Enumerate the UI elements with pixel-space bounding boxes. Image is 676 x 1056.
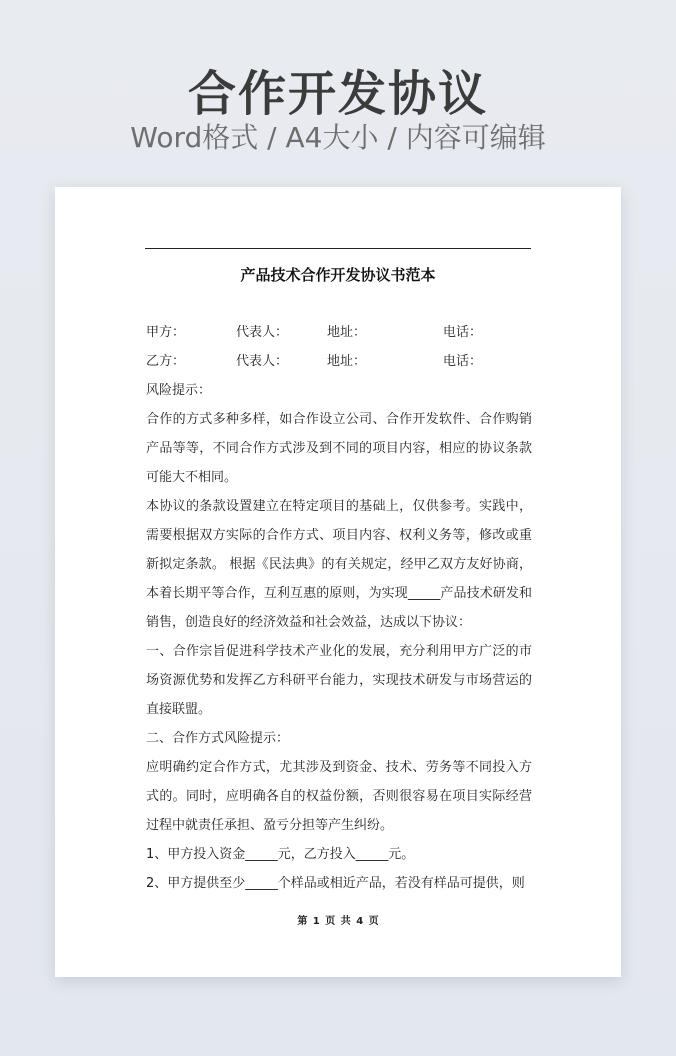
party-row-b	[146, 347, 532, 376]
paragraph-basis: 本协议的条款设置建立在特定项目的基础上，仅供参考。实践中，需要根据双方实际的合作方式、项目内容、权利义务等，修改或重新拟定条款。 根据《民法典》的有关规定，经甲乙双方友好协商，本着长期平等合作，互利互惠的原则，为实现_____产品技术研发和销售，创造良好的经济效益和社会效益，达成以下协议：	[146, 499, 532, 630]
page-number-footer: 第 1 页 共 4 页	[297, 916, 379, 927]
party-b-representative-label: 代表人：	[236, 354, 289, 369]
party-a-label: 甲方：	[146, 325, 186, 340]
paragraph-clause-2-heading: 二、合作方式风险提示：	[146, 731, 290, 746]
paragraph-item-2: 2、甲方提供至少_____个样品或相近产品，若没有样品可提供，则	[146, 876, 525, 891]
party-b-phone-label: 电话：	[443, 354, 483, 369]
party-a-address-label: 地址：	[327, 325, 367, 340]
party-b-label: 乙方：	[146, 354, 186, 369]
paragraph-item-1: 1、甲方投入资金_____元，乙方投入_____元。	[146, 847, 415, 862]
document-body	[146, 318, 532, 898]
party-row-a	[146, 318, 532, 347]
document-page	[55, 187, 621, 977]
party-a-representative-label: 代表人：	[236, 325, 289, 340]
paragraph-cooperation-modes: 合作的方式多种多样，如合作设立公司、合作开发软件、合作购销产品等等，不同合作方式涉及到不同的项目内容，相应的协议条款可能大不相同。	[146, 412, 532, 485]
party-a-phone-label: 电话：	[443, 325, 483, 340]
header-rule	[145, 248, 531, 249]
banner-subtitle: Word格式 / A4大小 / 内容可编辑	[130, 121, 546, 154]
paragraph-risk-heading: 风险提示：	[146, 383, 212, 398]
paragraph-clause-1: 一、合作宗旨促进科学技术产业化的发展，充分利用甲方广泛的市场资源优势和发挥乙方科研平台能力，实现技术研发与市场营运的直接联盟。	[146, 644, 532, 717]
banner-title: 合作开发协议	[187, 66, 488, 122]
party-b-address-label: 地址：	[327, 354, 367, 369]
document-title: 产品技术合作开发协议书范本	[240, 266, 436, 284]
paragraph-clause-2-risk: 应明确约定合作方式，尤其涉及到资金、技术、劳务等不同投入方式的。同时，应明确各自的权益份额，否则很容易在项目实际经营过程中就责任承担、盈亏分担等产生纠纷。	[146, 760, 532, 833]
